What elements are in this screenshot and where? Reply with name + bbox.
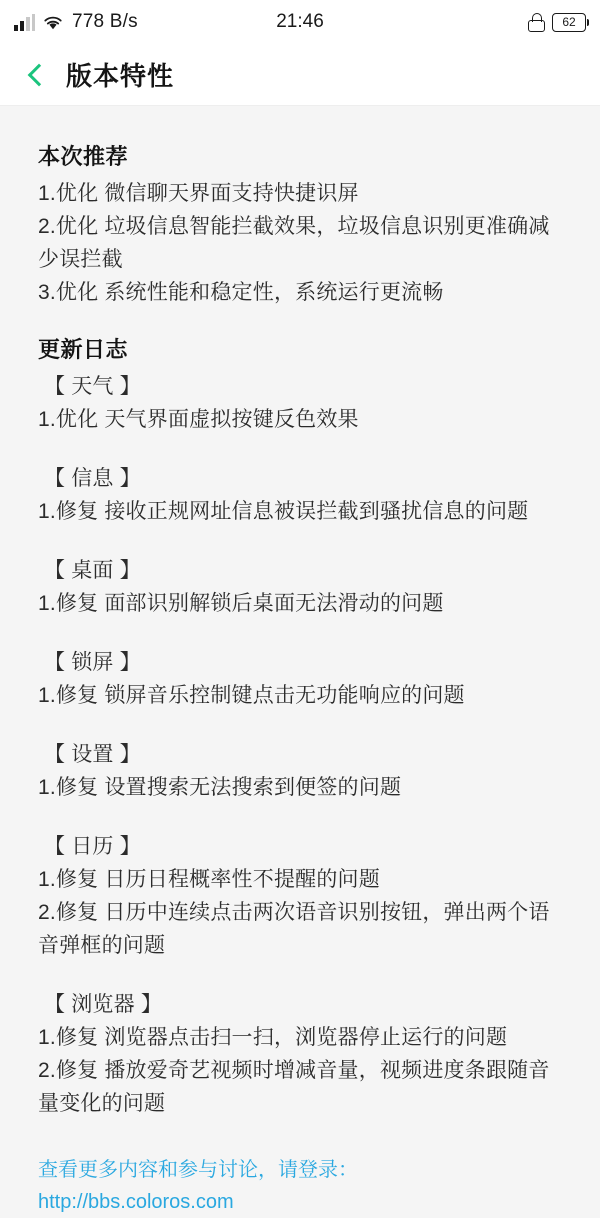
changelog-group-weather	[38, 370, 562, 436]
group-title: 【 天气 】	[44, 375, 141, 398]
group-title: 【 锁屏 】	[44, 651, 141, 674]
battery-icon	[552, 13, 586, 32]
group-item: 1.修复 设置搜索无法搜索到便签的问题	[38, 776, 402, 799]
group-item: 2.修复 播放爱奇艺视频时增减音量，视频进度条跟随音量变化的问题	[38, 1059, 550, 1115]
changelog-group-lockscreen	[38, 646, 562, 712]
changelog-group-calendar	[38, 830, 562, 962]
group-item: 1.修复 面部识别解锁后桌面无法滑动的问题	[38, 592, 444, 615]
signal-bars-icon	[14, 14, 34, 31]
recommend-item: 2.优化 垃圾信息智能拦截效果，垃圾信息识别更准确减少误拦截	[38, 215, 550, 271]
group-title: 【 信息 】	[44, 467, 141, 490]
status-bar-right	[528, 13, 586, 32]
group-item: 2.修复 日历中连续点击两次语音识别按钮，弹出两个语音弹框的问题	[38, 901, 550, 957]
group-item: 1.修复 锁屏音乐控制键点击无功能响应的问题	[38, 684, 465, 707]
status-bar-clock: 21:46	[276, 11, 324, 32]
lock-icon	[528, 13, 545, 32]
changelog-heading: 更新日志	[38, 337, 129, 362]
group-item: 1.修复 日历日程概率性不提醒的问题	[38, 868, 380, 891]
group-item: 1.优化 天气界面虚拟按键反色效果	[38, 408, 359, 431]
title-bar	[0, 44, 600, 106]
group-title: 【 日历 】	[44, 835, 141, 858]
group-title: 【 浏览器 】	[44, 993, 163, 1016]
changelog-group-launcher	[38, 554, 562, 620]
footer-note	[38, 1154, 562, 1218]
changelog-group-messages	[38, 462, 562, 528]
wifi-icon	[42, 14, 64, 31]
battery-level-label: 62	[562, 15, 576, 29]
changelog-scroll-area[interactable]	[0, 106, 600, 1213]
group-item: 1.修复 接收正规网址信息被误拦截到骚扰信息的问题	[38, 500, 529, 523]
group-title: 【 桌面 】	[44, 559, 141, 582]
network-speed-label: 778 B/s	[72, 11, 138, 32]
recommend-item: 3.优化 系统性能和稳定性，系统运行更流畅	[38, 281, 444, 304]
group-title: 【 设置 】	[44, 743, 141, 766]
changelog-group-browser	[38, 988, 562, 1120]
footer-text: 查看更多内容和参与讨论，请登录：	[38, 1159, 358, 1181]
recommend-item: 1.优化 微信聊天界面支持快捷识屏	[38, 182, 359, 205]
recommend-heading: 本次推荐	[38, 144, 129, 169]
page-title: 版本特性	[66, 61, 175, 91]
changelog-group-settings	[38, 738, 562, 804]
forum-link[interactable]: http://bbs.coloros.com	[38, 1191, 234, 1213]
status-bar-left	[14, 11, 138, 33]
status-bar	[0, 0, 600, 44]
back-button[interactable]	[20, 58, 54, 92]
back-chevron-icon	[28, 63, 51, 86]
group-item: 1.修复 浏览器点击扫一扫，浏览器停止运行的问题	[38, 1026, 508, 1049]
